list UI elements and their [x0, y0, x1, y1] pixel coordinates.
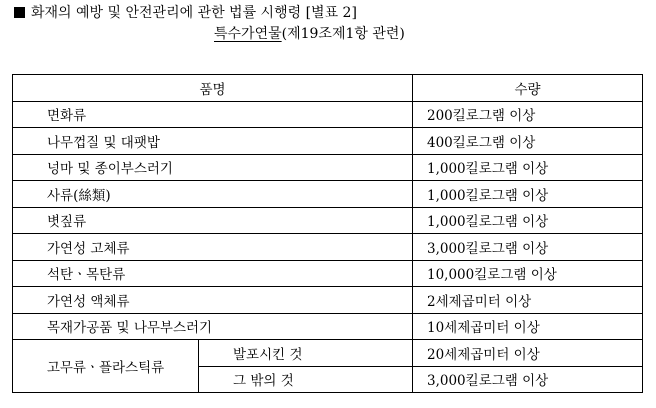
group-subitem: 발포시킨 것 [199, 340, 413, 367]
table-header-row [13, 75, 643, 102]
row-quantity: 20세제곱미터 이상 [413, 340, 643, 367]
row-item: 넝마 및 종이부스러기 [13, 154, 413, 181]
table-row [13, 128, 643, 155]
special-combustibles-table [12, 74, 643, 393]
row-quantity: 1,000킬로그램 이상 [413, 154, 643, 181]
table-row [13, 207, 643, 234]
subtitle-rest: (제19조제1항 관련) [281, 26, 405, 42]
row-quantity: 3,000킬로그램 이상 [413, 366, 643, 393]
square-bullet-icon [14, 7, 25, 18]
group-label: 고무류ㆍ플라스틱류 [13, 340, 199, 393]
title-text: 화재의 예방 및 안전관리에 관한 법률 시행령 [별표 2] [31, 5, 357, 21]
table-row [13, 287, 643, 314]
table-row [13, 181, 643, 208]
row-quantity: 10세제곱미터 이상 [413, 313, 643, 340]
row-item: 가연성 액체류 [13, 287, 413, 314]
table-row [13, 313, 643, 340]
subtitle-underlined: 특수가연물 [214, 26, 282, 42]
group-subitem: 그 밖의 것 [199, 366, 413, 393]
header-item-name: 품명 [13, 75, 413, 102]
header-quantity: 수량 [413, 75, 643, 102]
row-item: 사류(絲類) [13, 181, 413, 208]
row-item: 볏짚류 [13, 207, 413, 234]
row-item: 목재가공품 및 나무부스러기 [13, 313, 413, 340]
table-row [13, 101, 643, 128]
table-row [13, 260, 643, 287]
row-quantity: 200킬로그램 이상 [413, 101, 643, 128]
row-item: 나무껍질 및 대팻밥 [13, 128, 413, 155]
row-quantity: 400킬로그램 이상 [413, 128, 643, 155]
row-item: 가연성 고체류 [13, 234, 413, 261]
row-quantity: 2세제곱미터 이상 [413, 287, 643, 314]
row-quantity: 10,000킬로그램 이상 [413, 260, 643, 287]
row-item: 석탄ㆍ목탄류 [13, 260, 413, 287]
document-subtitle [214, 24, 405, 44]
row-item: 면화류 [13, 101, 413, 128]
row-quantity: 3,000킬로그램 이상 [413, 234, 643, 261]
table-row [13, 234, 643, 261]
table-row [13, 340, 643, 367]
document-title [14, 3, 357, 23]
row-quantity: 1,000킬로그램 이상 [413, 181, 643, 208]
table-row [13, 154, 643, 181]
row-quantity: 1,000킬로그램 이상 [413, 207, 643, 234]
